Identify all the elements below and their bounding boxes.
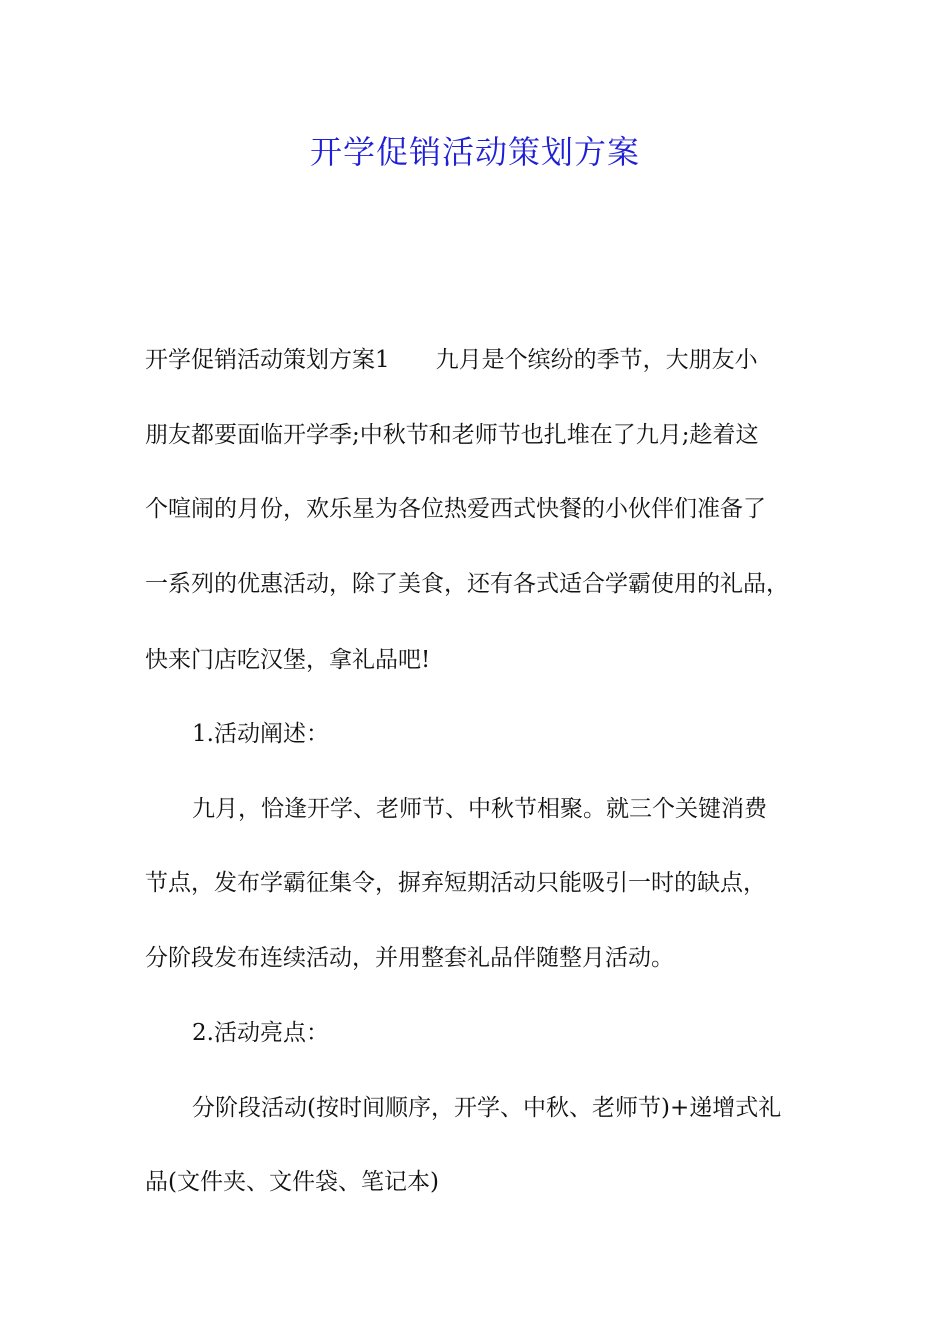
paragraph-line: 品(文件夹、文件袋、笔记本) (145, 1169, 439, 1195)
section-heading: 1.活动阐述： (192, 721, 329, 747)
paragraph-line: 分阶段发布连续活动，并用整套礼品伴随整月活动。 (145, 945, 674, 971)
paragraph-line: 开学促销活动策划方案1 九月是个缤纷的季节，大朋友小 (145, 347, 758, 373)
paragraph-line: 节点，发布学霸征集令，摒弃短期活动只能吸引一时的缺点， (145, 870, 766, 896)
paragraph-line: 一系列的优惠活动，除了美食，还有各式适合学霸使用的礼品， (145, 571, 789, 597)
paragraph-line: 个喧闹的月份，欢乐星为各位热爱西式快餐的小伙伴们准备了 (145, 496, 766, 522)
paragraph-line: 快来门店吃汉堡，拿礼品吧! (145, 647, 431, 673)
document-title: 开学促销活动策划方案 (309, 133, 640, 171)
paragraph-line: 分阶段活动(按时间顺序，开学、中秋、老师节)+递增式礼 (192, 1095, 782, 1121)
paragraph-line: 朋友都要面临开学季;中秋节和老师节也扎堆在了九月;趁着这 (145, 422, 759, 448)
section-heading: 2.活动亮点： (192, 1020, 329, 1046)
paragraph-line: 九月，恰逢开学、老师节、中秋节相聚。就三个关键消费 (192, 796, 767, 822)
